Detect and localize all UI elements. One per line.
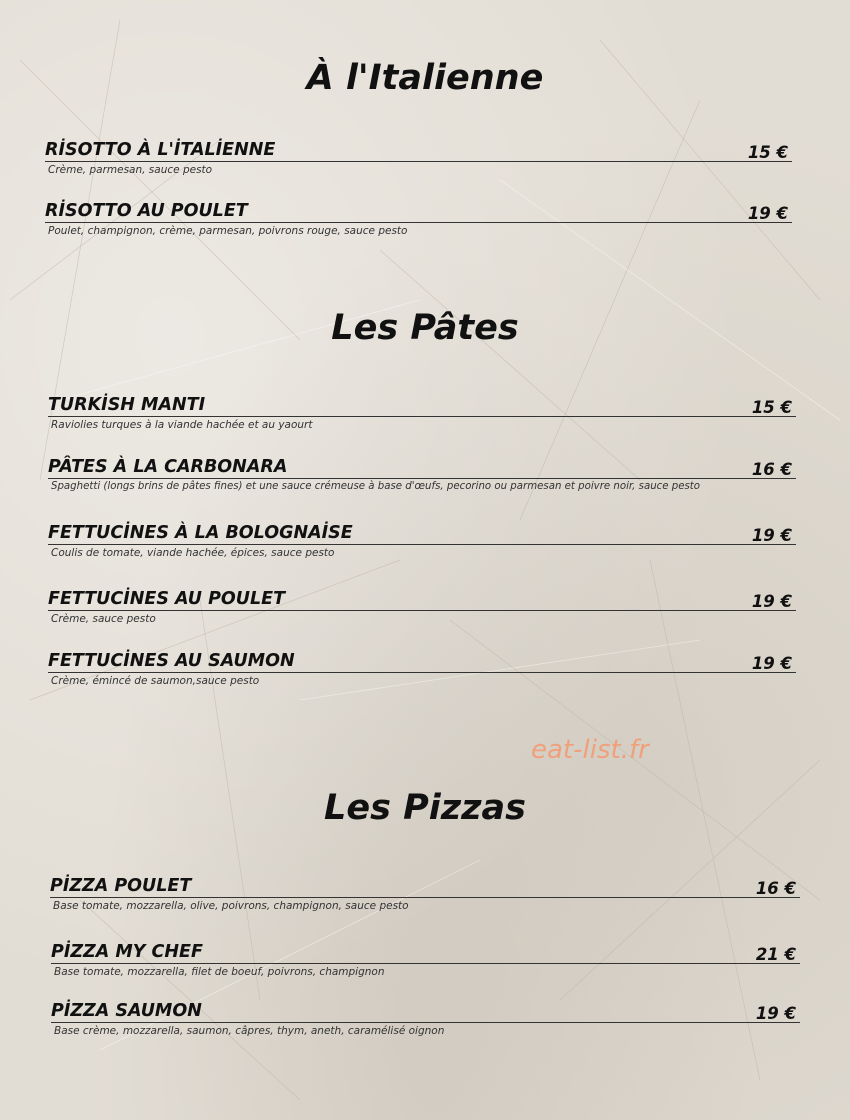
- menu-item: [51, 939, 800, 978]
- menu-item-description: Base crème, mozzarella, saumon, câpres, thym, aneth, caramélisé oignon: [54, 1025, 445, 1037]
- menu-item-description: Spaghetti (longs brins de pâtes fines) et une sauce crémeuse à base d'œufs, pecorino ou parmesan et poivre noir, sauce pesto: [51, 481, 701, 492]
- menu-item-name: FETTUCİNES AU POULET: [48, 589, 286, 609]
- menu-item: [45, 137, 792, 176]
- menu-item-description: Crème, émincé de saumon,sauce pesto: [51, 675, 260, 687]
- menu-item-name: PİZZA MY CHEF: [51, 942, 203, 962]
- menu-item-description: Base tomate, mozzarella, filet de boeuf, poivrons, champignon: [54, 966, 385, 978]
- menu-item-header: [50, 873, 800, 898]
- menu-item-header: [45, 198, 792, 223]
- menu-item-price: 16 €: [755, 879, 796, 898]
- section-title-pizzas: Les Pizzas: [324, 788, 526, 828]
- menu-item-name: RİSOTTO AU POULET: [45, 201, 248, 221]
- menu-item-name: PİZZA POULET: [50, 876, 192, 896]
- menu-item-price: 15 €: [751, 398, 792, 417]
- menu-item-description: Base tomate, mozzarella, olive, poivrons, champignon, sauce pesto: [53, 900, 409, 912]
- menu-item-name: PÂTES À LA CARBONARA: [48, 457, 288, 477]
- menu-item-name: PİZZA SAUMON: [51, 1001, 202, 1021]
- menu-item: [48, 586, 796, 625]
- menu-item-name: RİSOTTO À L'İTALİENNE: [45, 140, 276, 160]
- menu-item-price: 19 €: [751, 526, 792, 545]
- watermark: eat-list.fr: [531, 735, 649, 765]
- menu-item-description: Poulet, champignon, crème, parmesan, poivrons rouge, sauce pesto: [48, 225, 408, 237]
- menu-item-header: [51, 998, 800, 1023]
- menu-item-header: [48, 586, 796, 611]
- menu-item-header: [48, 520, 796, 545]
- menu-item: [51, 998, 800, 1037]
- menu-item-price: 19 €: [755, 1004, 796, 1023]
- menu-item: [45, 198, 792, 237]
- menu-item: [48, 520, 796, 559]
- section-title-pates: Les Pâtes: [331, 308, 519, 348]
- menu-item-header: [51, 939, 800, 964]
- menu-item: [48, 648, 796, 687]
- menu-item-name: FETTUCİNES À LA BOLOGNAİSE: [48, 523, 353, 543]
- menu-item-description: Crème, parmesan, sauce pesto: [48, 164, 213, 176]
- menu-item-price: 19 €: [751, 654, 792, 673]
- menu-item-header: [45, 137, 792, 162]
- section-title-italienne: À l'Italienne: [306, 58, 544, 98]
- menu-item-name: FETTUCİNES AU SAUMON: [48, 651, 295, 671]
- menu-item-price: 15 €: [747, 143, 788, 162]
- menu-item-price: 21 €: [755, 945, 796, 964]
- menu-item: [50, 873, 800, 912]
- menu-item-price: 19 €: [747, 204, 788, 223]
- menu-item-price: 19 €: [751, 592, 792, 611]
- menu-item-header: [48, 454, 796, 479]
- menu-item-description: Coulis de tomate, viande hachée, épices, sauce pesto: [51, 547, 335, 559]
- menu-item-price: 16 €: [751, 460, 792, 479]
- menu-item-name: TURKİSH MANTI: [48, 395, 206, 415]
- menu-item-description: Crème, sauce pesto: [51, 613, 156, 625]
- menu-item: [48, 454, 796, 492]
- menu-item-header: [48, 648, 796, 673]
- menu-item: [48, 392, 796, 431]
- menu-item-description: Raviolies turques à la viande hachée et au yaourt: [51, 419, 313, 431]
- menu-item-header: [48, 392, 796, 417]
